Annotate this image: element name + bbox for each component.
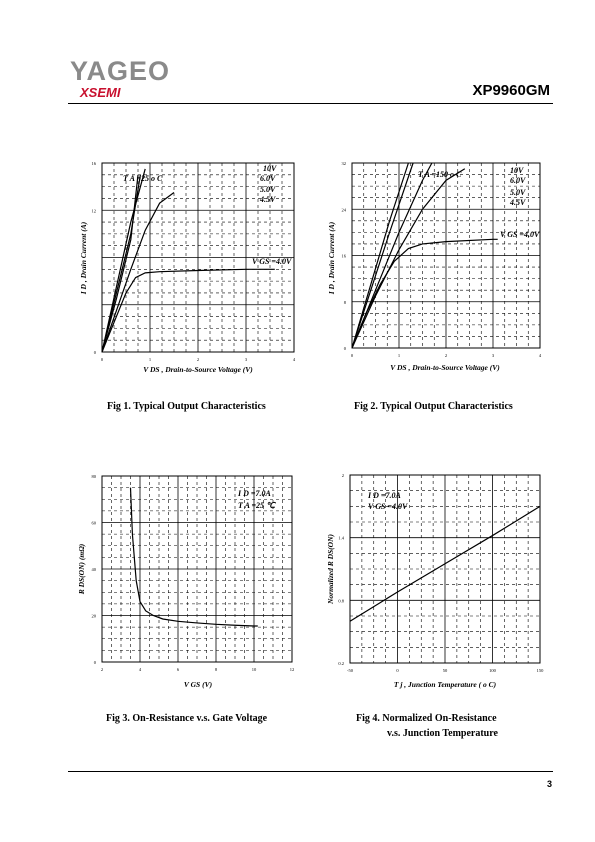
chart-annotation: I D =7.0A (368, 491, 401, 500)
chart-annotation: V GS =4.0V (368, 502, 408, 511)
chart-annotation: T A =25 ℃ (238, 501, 276, 510)
x-tick-label: 3 (244, 357, 248, 362)
x-tick-label: -50 (347, 668, 353, 673)
y-tick-label: 0.8 (338, 598, 344, 604)
y-tick-label: 0 (93, 350, 96, 355)
y-tick-label: 20 (91, 613, 96, 619)
chart-annotation: 5.0V (510, 188, 526, 197)
x-tick-label: 10 (251, 667, 257, 672)
chart-fig2 (310, 150, 565, 380)
chart-annotation: 4.5V (510, 198, 526, 207)
x-tick-label: 4 (292, 357, 296, 362)
xsemi-logo: XSEMI (80, 85, 121, 100)
chart-fig4 (310, 465, 565, 695)
chart-annotation: V GS =4.0V (252, 257, 292, 266)
x-axis-label: T j , Junction Temperature ( o C) (393, 680, 497, 689)
caption-fig3: Fig 3. On-Resistance v.s. Gate Voltage (106, 713, 268, 724)
y-tick-label: 1.4 (338, 535, 344, 541)
y-tick-label: 24 (341, 207, 346, 213)
y-axis-label: Normalized R DS(ON) (326, 533, 335, 605)
chart-annotation: 10V (263, 164, 277, 173)
x-tick-label: 2 (196, 357, 200, 362)
y-tick-label: 16 (341, 253, 346, 259)
chart-annotation: 6.0V (510, 176, 526, 185)
x-tick-label: 1 (148, 357, 152, 362)
y-tick-label: 2 (341, 473, 344, 478)
x-axis-label: V DS , Drain-to-Source Voltage (V) (143, 365, 253, 374)
y-tick-label: 12 (91, 208, 96, 214)
caption-fig1: Fig 1. Typical Output Characteristics (107, 401, 266, 412)
x-tick-label: 150 (536, 668, 544, 673)
y-tick-label: 8 (343, 299, 346, 305)
x-tick-label: 4 (138, 667, 142, 672)
x-tick-label: 0 (396, 668, 399, 673)
x-tick-label: 3 (491, 353, 495, 358)
chart-annotation: T A =150 o C (418, 170, 462, 179)
y-tick-label: 60 (91, 520, 96, 526)
x-tick-label: 4 (538, 353, 542, 358)
y-tick-label: 0 (93, 660, 96, 665)
x-tick-label: 2 (444, 353, 448, 358)
chart-annotation: V GS =4.0V (500, 230, 540, 239)
x-tick-label: 100 (489, 668, 496, 673)
x-tick-label: 1 (397, 353, 401, 358)
part-number: XP9960GM (472, 82, 550, 99)
chart-annotation: 5.0V (260, 185, 276, 194)
header-rule (68, 103, 553, 104)
y-tick-label: 16 (91, 161, 96, 166)
x-tick-label: 2 (100, 667, 104, 672)
y-tick-label: 32 (341, 161, 346, 166)
x-tick-label: 50 (442, 668, 448, 673)
chart-fig1 (60, 150, 315, 380)
y-tick-label: 0 (343, 346, 346, 351)
y-tick-label: 80 (91, 474, 96, 479)
x-tick-label: 12 (289, 667, 295, 672)
chart-fig3 (60, 465, 315, 695)
x-axis-label: V DS , Drain-to-Source Voltage (V) (390, 363, 500, 372)
x-axis-label: V GS (V) (183, 680, 213, 689)
caption-fig4-line2: v.s. Junction Temperature (387, 728, 498, 739)
chart-annotation: I D =7.0A (238, 489, 271, 498)
y-tick-label: 40 (91, 567, 96, 572)
chart-annotation: 4.5V (260, 195, 276, 204)
caption-fig4-line1: Fig 4. Normalized On-Resistance (356, 713, 497, 724)
chart-annotation: T A =25 o C (123, 174, 163, 183)
x-tick-label: 6 (176, 667, 180, 672)
y-tick-label: 0.2 (338, 661, 344, 666)
y-axis-label: I D , Drain Current (A) (327, 221, 336, 295)
footer-rule (68, 771, 553, 772)
chart-annotation: 10V (510, 166, 524, 175)
yageo-logo: YAGEO (70, 56, 171, 86)
x-tick-label: 0 (100, 357, 104, 362)
y-axis-label: I D , Drain Current (A) (79, 221, 88, 295)
chart-annotation: 6.0V (260, 174, 276, 183)
caption-fig2: Fig 2. Typical Output Characteristics (354, 401, 513, 412)
y-axis-label: R DS(ON) (mΩ) (77, 543, 86, 595)
x-tick-label: 0 (350, 353, 354, 358)
page-number: 3 (546, 779, 552, 789)
x-tick-label: 8 (214, 667, 218, 672)
